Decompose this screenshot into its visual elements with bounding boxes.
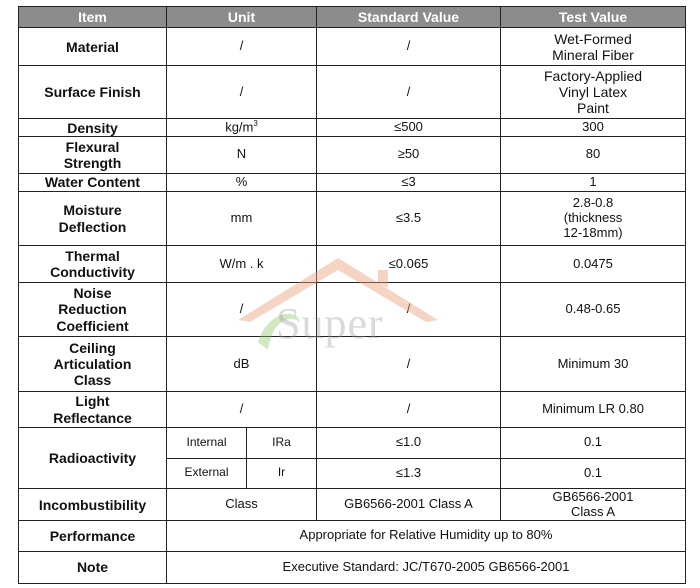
standard-flexural-strength: ≥50 bbox=[317, 137, 501, 173]
test-density: 300 bbox=[501, 118, 686, 136]
item-material: Material bbox=[19, 28, 167, 66]
item-thermal-line1: Thermal bbox=[65, 247, 120, 264]
item-noise-line1: Noise bbox=[73, 285, 112, 302]
test-light-reflectance: Minimum LR 0.80 bbox=[501, 391, 686, 427]
standard-density: ≤500 bbox=[317, 118, 501, 136]
row-radioactivity-internal bbox=[19, 428, 686, 458]
header-row bbox=[19, 7, 686, 28]
standard-incombustibility: GB6566-2001 Class A bbox=[317, 488, 501, 520]
standard-radioactivity-internal: ≤1.0 bbox=[317, 428, 501, 458]
item-water-content: Water Content bbox=[19, 173, 167, 191]
test-water-content: 1 bbox=[501, 173, 686, 191]
standard-noise-reduction: / bbox=[317, 282, 501, 337]
unit-density bbox=[167, 118, 317, 136]
row-material bbox=[19, 28, 686, 66]
test-incombustibility bbox=[501, 488, 686, 520]
item-flexural-strength bbox=[19, 137, 167, 173]
item-note: Note bbox=[19, 551, 167, 583]
item-moisture-line1: Moisture bbox=[63, 202, 122, 219]
radioactivity-internal-label: Internal bbox=[167, 428, 247, 458]
item-flexural-line2: Strength bbox=[63, 154, 122, 171]
test-flexural-strength: 80 bbox=[501, 137, 686, 173]
test-moisture-line1: 2.8-0.8 bbox=[572, 195, 614, 211]
unit-incombustibility: Class bbox=[167, 488, 317, 520]
item-thermal-conductivity bbox=[19, 246, 167, 282]
standard-water-content: ≤3 bbox=[317, 173, 501, 191]
standard-moisture-deflection: ≤3.5 bbox=[317, 191, 501, 246]
item-incombustibility: Incombustibility bbox=[19, 488, 167, 520]
unit-density-exponent: 3 bbox=[253, 119, 258, 129]
test-incombustibility-line2: Class A bbox=[570, 503, 616, 519]
header-item: Item bbox=[19, 7, 167, 28]
value-note: Executive Standard: JC/T670-2005 GB6566-2001 bbox=[167, 551, 686, 583]
row-note bbox=[19, 551, 686, 583]
value-performance: Appropriate for Relative Humidity up to 80% bbox=[167, 521, 686, 551]
item-radioactivity: Radioactivity bbox=[19, 428, 167, 489]
row-flexural-strength bbox=[19, 137, 686, 173]
test-surface-finish bbox=[501, 66, 686, 119]
test-moisture-line2: (thickness bbox=[563, 210, 623, 226]
standard-light-reflectance: / bbox=[317, 391, 501, 427]
header-standard-value: Standard Value bbox=[317, 7, 501, 28]
item-noise-reduction bbox=[19, 282, 167, 337]
radioactivity-external-label: External bbox=[167, 458, 247, 488]
item-light-line2: Reflectance bbox=[53, 409, 132, 426]
row-thermal-conductivity bbox=[19, 246, 686, 282]
test-radioactivity-internal: 0.1 bbox=[501, 428, 686, 458]
row-noise-reduction bbox=[19, 282, 686, 337]
item-light-reflectance bbox=[19, 391, 167, 427]
test-moisture-deflection bbox=[501, 191, 686, 246]
unit-water-content: % bbox=[167, 173, 317, 191]
item-thermal-line2: Conductivity bbox=[50, 264, 135, 280]
row-light-reflectance bbox=[19, 391, 686, 427]
row-moisture-deflection bbox=[19, 191, 686, 246]
radioactivity-internal-symbol: IRa bbox=[247, 428, 317, 458]
row-density bbox=[19, 118, 686, 136]
unit-flexural-strength: N bbox=[167, 137, 317, 173]
standard-material: / bbox=[317, 28, 501, 66]
unit-noise-reduction: / bbox=[167, 282, 317, 337]
item-ceiling-line1: Ceiling bbox=[69, 339, 116, 356]
item-ceiling-articulation bbox=[19, 337, 167, 392]
item-moisture-line2: Deflection bbox=[58, 218, 127, 235]
standard-radioactivity-external: ≤1.3 bbox=[317, 458, 501, 488]
test-incombustibility-line1: GB6566-2001 bbox=[552, 488, 634, 504]
test-radioactivity-external: 0.1 bbox=[501, 458, 686, 488]
watermark-text: Super bbox=[276, 299, 384, 348]
row-incombustibility bbox=[19, 488, 686, 520]
unit-thermal-conductivity: W/m . k bbox=[167, 246, 317, 282]
test-surface-finish-line3: Paint bbox=[577, 100, 609, 117]
standard-ceiling-articulation: / bbox=[317, 337, 501, 392]
test-moisture-line3: 12-18mm) bbox=[563, 224, 623, 240]
item-surface-finish: Surface Finish bbox=[19, 66, 167, 119]
test-surface-finish-line1: Factory-Applied bbox=[543, 68, 643, 85]
test-material-line1: Wet-Formed bbox=[554, 30, 632, 47]
unit-surface-finish: / bbox=[167, 66, 317, 119]
test-ceiling-articulation: Minimum 30 bbox=[501, 337, 686, 392]
test-noise-reduction: 0.48-0.65 bbox=[501, 282, 686, 337]
unit-light-reflectance: / bbox=[167, 391, 317, 427]
item-density: Density bbox=[19, 118, 167, 136]
test-surface-finish-line2: Vinyl Latex bbox=[558, 84, 628, 101]
header-test-value: Test Value bbox=[501, 7, 686, 28]
unit-density-base: kg/m bbox=[225, 119, 254, 135]
unit-ceiling-articulation: dB bbox=[167, 337, 317, 392]
test-thermal-conductivity: 0.0475 bbox=[501, 246, 686, 282]
radioactivity-external-symbol: Ir bbox=[247, 458, 317, 488]
item-light-line1: Light bbox=[75, 393, 110, 410]
item-ceiling-line2: Articulation bbox=[53, 356, 132, 373]
unit-moisture-deflection: mm bbox=[167, 191, 317, 246]
item-ceiling-line3: Class bbox=[73, 372, 112, 389]
item-flexural-line1: Flexural bbox=[65, 138, 120, 155]
item-performance: Performance bbox=[19, 521, 167, 551]
test-material bbox=[501, 28, 686, 66]
specification-table bbox=[18, 6, 686, 584]
item-moisture-deflection bbox=[19, 191, 167, 246]
row-ceiling-articulation bbox=[19, 337, 686, 392]
row-performance bbox=[19, 521, 686, 551]
row-water-content bbox=[19, 173, 686, 191]
standard-surface-finish: / bbox=[317, 66, 501, 119]
unit-material: / bbox=[167, 28, 317, 66]
header-unit: Unit bbox=[167, 7, 317, 28]
test-material-line2: Mineral Fiber bbox=[552, 46, 634, 63]
standard-thermal-conductivity: ≤0.065 bbox=[317, 246, 501, 282]
item-noise-line3: Coefficient bbox=[56, 317, 129, 334]
row-surface-finish bbox=[19, 66, 686, 119]
item-noise-line2: Reduction bbox=[58, 301, 127, 318]
